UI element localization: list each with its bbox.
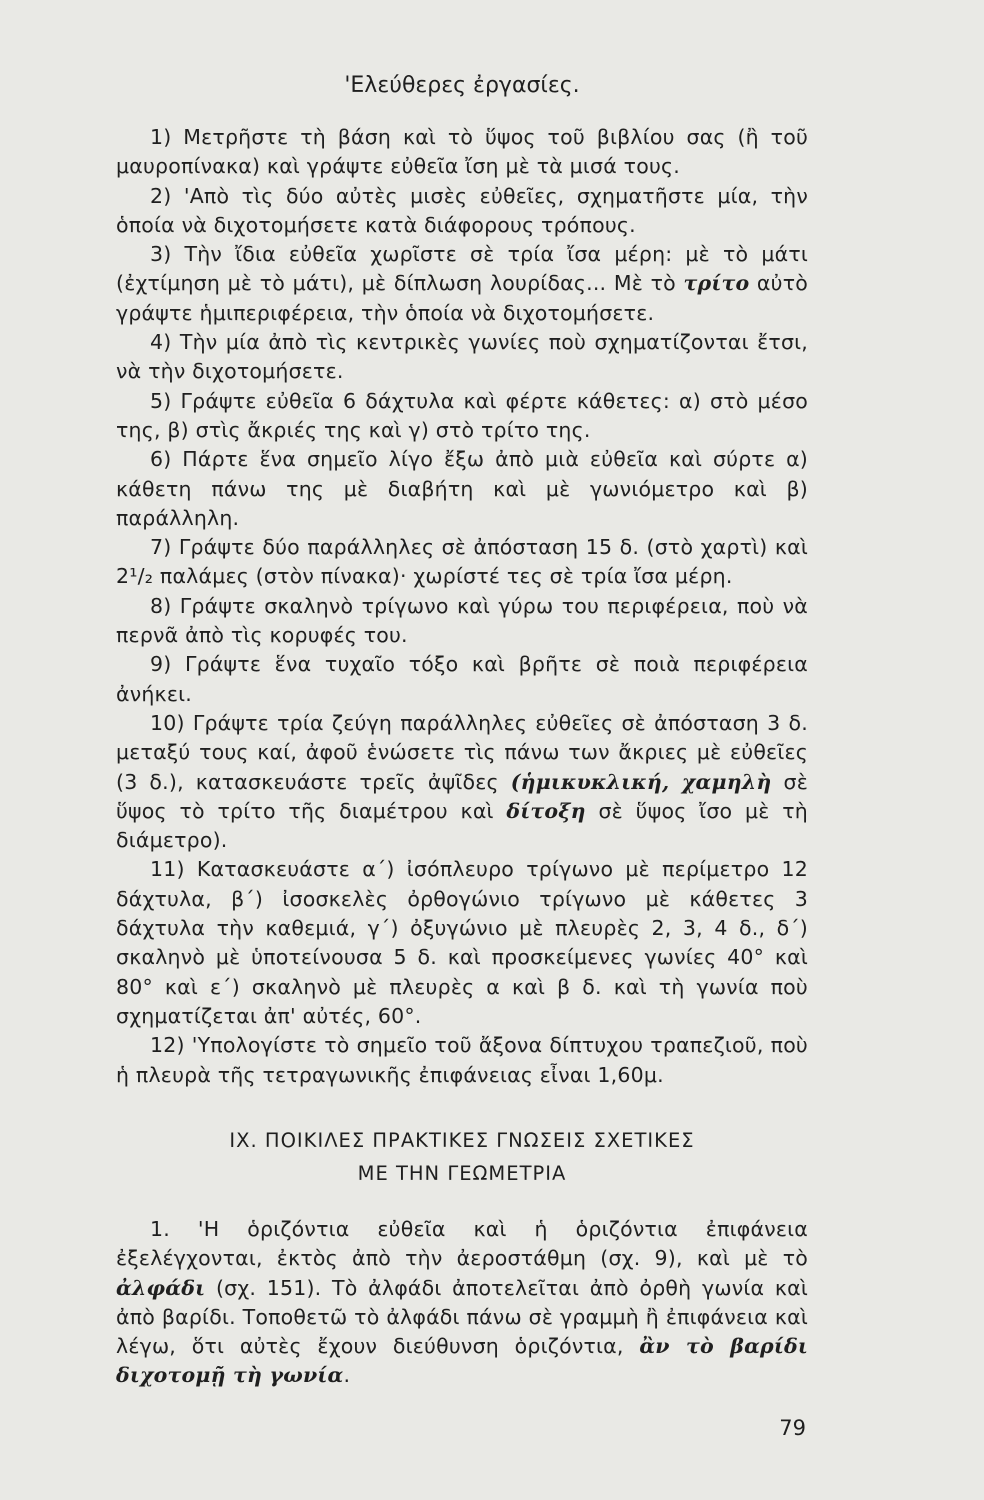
exercise-8: 8) Γράψτε σκαληνὸ τρίγωνο καὶ γύρω του περιφέρεια, ποὺ νὰ περνᾶ ἀπὸ τὶς κορυφές του. xyxy=(116,593,808,648)
exercise-3 xyxy=(116,240,808,328)
exercise-12: 12) 'Υπολογίστε τὸ σημεῖο τοῦ ἄξονα δίπτυχου τραπεζιοῦ, ποὺ ἡ πλευρὰ τῆς τετραγωνικῆς ἐπιφάνειας εἶναι 1,60μ. xyxy=(116,1033,808,1087)
exercise-10-emphasis-2: δίτοξη xyxy=(506,798,586,823)
section-title-line-2: ΜΕ ΤΗΝ ΓΕΩΜΕΤΡΙΑ xyxy=(357,1162,567,1185)
section-paragraph-1-emphasis-1: ἀλφάδι xyxy=(116,1275,206,1300)
exercise-1: 1) Μετρῆστε τὴ βάση καὶ τὸ ὕψος τοῦ βιβλίου σας (ἢ τοῦ μαυροπίνακα) καὶ γράψτε εὐθεῖα ἴση μὲ τὰ μισά τους. xyxy=(116,125,808,179)
exercise-2: 2) 'Απὸ τὶς δύο αὐτὲς μισὲς εὐθεῖες, σχηματῆστε μία, τὴν ὁποία νὰ διχοτομήσετε κατὰ διάφορους τρόπους. xyxy=(116,183,808,237)
section-title-line-1: IX. ΠΟΙΚΙΛΕΣ ΠΡΑΚΤΙΚΕΣ ΓΝΩΣΕΙΣ ΣΧΕΤΙΚΕΣ xyxy=(229,1129,695,1152)
section-body xyxy=(116,1215,808,1391)
exercise-10-text: 10) Γράψτε τρία ζεύγη παράλληλες εὐθεῖες σὲ ἀπόσταση 3 δ. μεταξύ τους καί, ἀφοῦ ἑνώσετε τὶς πάνω των ἄκριες μὲ εὐθεῖες (3 δ.), κατασκευάστε τρεῖς ἀψῖδες xyxy=(116,710,808,794)
exercise-3-tail: αὐτὸ γράψτε ἡμιπεριφέρεια, τὴν ὁποία νὰ διχοτομήσετε. xyxy=(116,271,808,325)
exercise-3-emphasis: τρίτο xyxy=(683,271,750,296)
exercise-10-middle: σὲ ὕψος τὸ τρίτο τῆς διαμέτρου καὶ xyxy=(116,769,808,823)
section-paragraph-1-end: . xyxy=(343,1363,351,1388)
exercise-9: 9) Γράψτε ἕνα τυχαῖο τόξο καὶ βρῆτε σὲ ποιὰ περιφέρεια ἀνήκει. xyxy=(116,652,808,706)
exercise-11: 11) Κατασκευάστε α΄) ἰσόπλευρο τρίγωνο μὲ περίμετρο 12 δάχτυλα, β΄) ἰσοσκελὲς ὀρθογώνιο τρίγωνο μὲ κάθετες 3 δάχτυλα τὴν καθεμιά, γ΄) ὀξυγώνιο μὲ πλευρὲς 2, 3, 4 δ., δ΄) σκαληνὸ μὲ ὑποτείνουσα 5 δ. καὶ προσκείμενες γωνίες 40° καὶ 80° καὶ ε΄) σκαληνὸ μὲ πλευρὲς α καὶ β δ. καὶ τὴ γωνία ποὺ σχηματίζεται ἀπ' αὐτές, 60°. xyxy=(116,857,808,1028)
section-paragraph-1-emphasis-2: ἂν τὸ βαρίδι διχοτομῇ τὴ γωνία xyxy=(116,1334,808,1388)
section-paragraph-1 xyxy=(116,1215,808,1391)
section-title xyxy=(116,1124,808,1190)
exercise-5: 5) Γράψτε εὐθεῖα 6 δάχτυλα καὶ φέρτε κάθετες: α) στὸ μέσο της, β) στὶς ἄκριές της καὶ γ) στὸ τρίτο της. xyxy=(116,388,808,442)
exercises-heading: 'Ελεύθερες ἐργασίες. xyxy=(344,73,580,98)
exercise-3-text: 3) Τὴν ἴδια εὐθεῖα χωρῖστε σὲ τρία ἴσα μέρη: μὲ τὸ μάτι (ἐχτίμηση μὲ τὸ μάτι), μὲ δίπλωση λουρίδας... Μὲ τὸ xyxy=(116,242,808,296)
section-paragraph-1-text-a: 1. 'Η ὁριζόντια εὐθεῖα καὶ ἡ ὁριζόντια ἐπιφάνεια ἐξελέγχονται, ἐκτὸς ἀπὸ τὴν ἀεροστάθμη (σχ. 9), καὶ μὲ τὸ xyxy=(116,1217,808,1271)
exercise-10-emphasis-1: (ἡμικυκλική, χαμηλὴ xyxy=(510,769,772,794)
exercise-6: 6) Πάρτε ἕνα σημεῖο λίγο ἔξω ἀπὸ μιὰ εὐθεῖα καὶ σύρτε α) κάθετη πάνω της μὲ διαβήτη καὶ μὲ γωνιόμετρο καὶ β) παράλληλη. xyxy=(116,447,808,530)
exercise-10-tail: σὲ ὕψος ἴσο μὲ τὴ διάμετρο). xyxy=(116,798,808,853)
exercise-4: 4) Τὴν μία ἀπὸ τὶς κεντρικὲς γωνίες ποὺ σχηματίζονται ἔτσι, νὰ τὴν διχοτομήσετε. xyxy=(116,330,808,384)
section-paragraph-1-text-b: (σχ. 151). Τὸ ἀλφάδι ἀποτελεῖται ἀπὸ ὀρθὴ γωνία καὶ ἀπὸ βαρίδι. Τοποθετῶ τὸ ἀλφάδι πάνω σὲ γραμμὴ ἢ ἐπιφάνεια καὶ λέγω, ὅτι αὐτὲς ἔχουν διεύθυνση ὁριζόντια, xyxy=(116,1275,808,1359)
exercise-10 xyxy=(116,709,808,855)
exercise-list xyxy=(116,123,808,1090)
exercise-7: 7) Γράψτε δύο παράλληλες σὲ ἀπόσταση 15 δ. (στὸ χαρτὶ) καὶ 2¹/₂ παλάμες (στὸν πίνακα)· χωρίστέ τες σὲ τρία ἴσα μέρη. xyxy=(116,535,808,589)
page-number: 79 xyxy=(779,1416,806,1440)
